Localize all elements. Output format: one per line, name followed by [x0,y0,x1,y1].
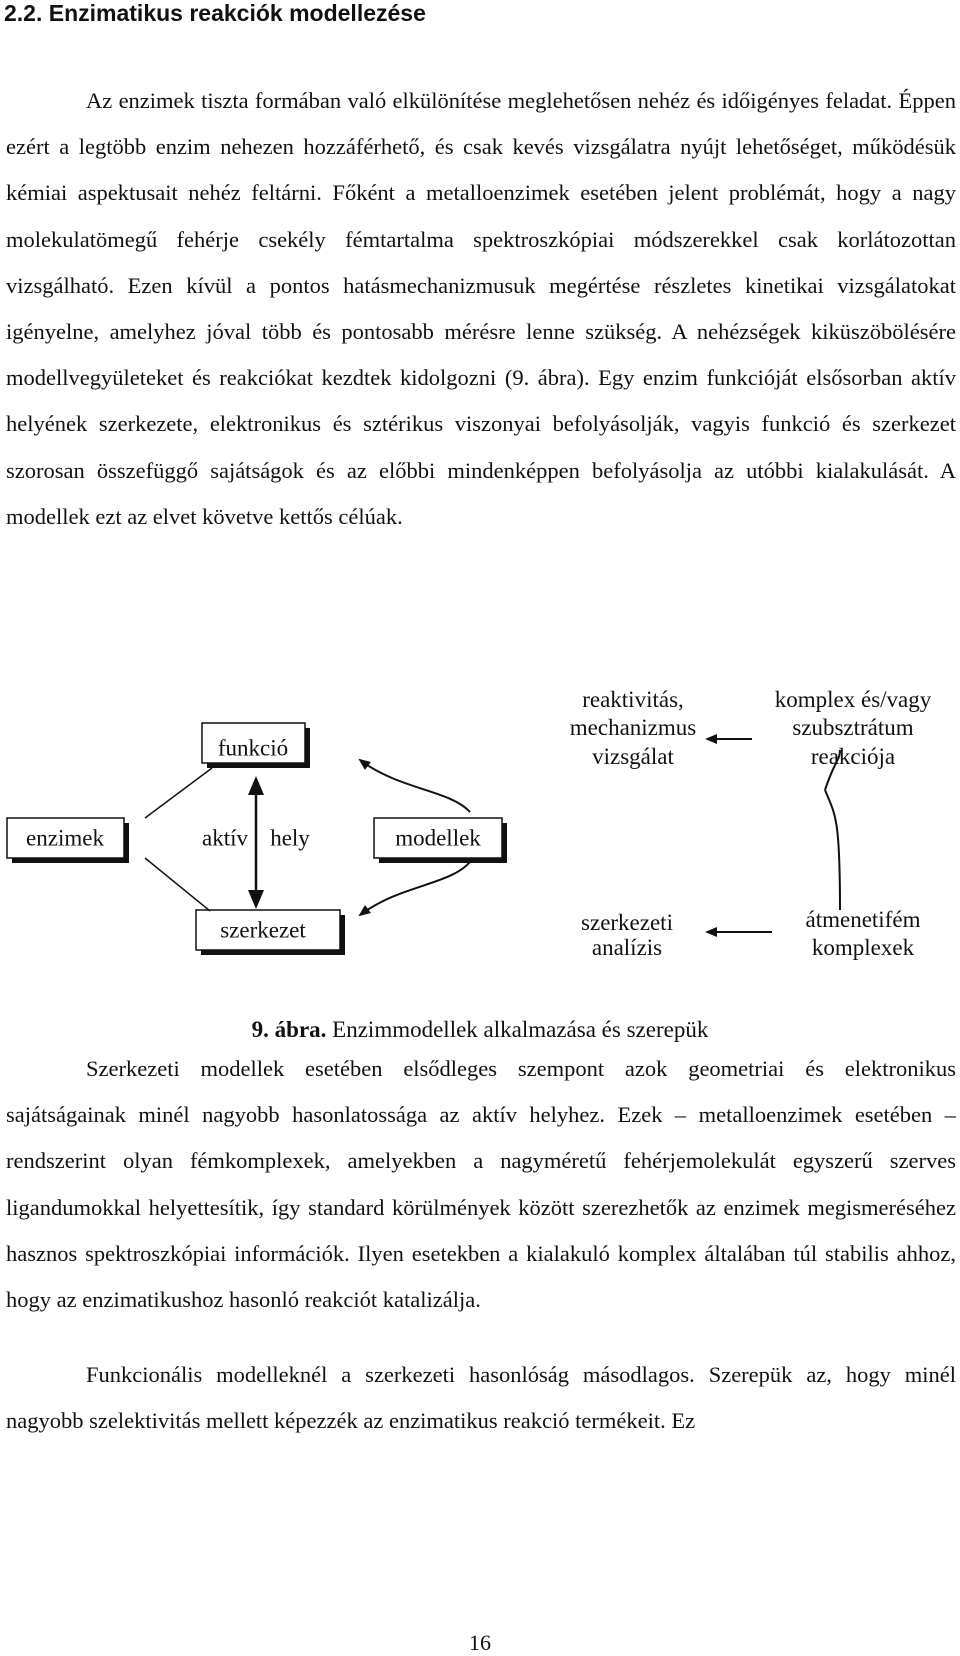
reaktivitas-line-1: reaktivitás, [582,687,684,712]
komplex-line-1: komplex és/vagy [774,687,932,712]
atmenetifem-line-2: komplexek [811,935,915,960]
szerkezeti-line-2: analízis [591,935,663,960]
box-funkcio-label: funkció [217,735,289,761]
reaktivitas-line-2: mechanizmus [569,715,697,740]
figure-enzyme-models [0,680,960,1000]
text-komplex [775,687,932,769]
connector-enzimek-szerkezet [145,858,210,911]
komplex-line-3: reakciója [810,744,896,769]
komplex-line-2: szubsztrátum [792,715,914,740]
label-hely: hely [270,825,310,851]
section-heading: 2.2. Enzimatikus reakciók modellezése [4,0,426,26]
page-number: 16 [469,1630,491,1655]
box-enzimek-label: enzimek [26,825,104,851]
box-modellek-label: modellek [395,825,481,851]
box-enzimek [7,818,129,863]
curve-arrow-up [360,760,470,812]
box-funkcio [202,723,310,768]
figure-caption-label: 9. ábra. [251,1017,327,1042]
box-szerkezet [196,910,345,955]
box-szerkezet-label: szerkezet [220,917,306,943]
paragraph-structural-models: Szerkezeti modellek esetében elsődleges szempont azok geometriai és elektronikus sajátságainak minél nagyobb hasonlatossága az aktív helyhez. Ezek – metalloenzimek esetében – rendszerint olyan fémkomplexek, amelyekben a nagyméretű fehérjemolekulát egyszerű szerves ligandumokkal helyettesítik, így standard körülmények között szerezhetők az enzimek megismeréséhez hasznos spektroszkópiai információk. Ilyen esetekben a kialakuló komplex általában túl stabilis ahhoz, hogy az enzimatikushoz hasonló reakciót katalizálja. [6,1056,956,1313]
text-szerkezeti [581,910,673,960]
text-atmenetifem [806,907,921,960]
paragraph-intro: Az enzimek tiszta formában való elkülönítése meglehetősen nehéz és időigényes feladat. Éppen ezért a legtöbb enzim nehezen hozzáférhető, és csak kevés vizsgálatra nyújt lehetőséget, működésük kémiai aspektusait nehéz feltárni. Főként a metalloenzimek esetében jelent problémát, hogy a nagy molekulatömegű fehérje csekély fémtartalma spektroszkópiai módszerekkel csak korlátozottan vizsgálható. Ezen kívül a pontos hatásmechanizmusuk megértése részletes kinetikai vizsgálatokat igényelne, amelyhez jóval több és pontosabb mérésre lenne szükség. A nehézségek kiküszöbölésére modellvegyületeket és reakciókat kezdtek kidolgozni (9. ábra). Egy enzim funkcióját elsősorban aktív helyének szerkezete, elektronikus és sztérikus viszonyai befolyásolják, vagyis funkció és szerkezet szorosan összefüggő sajátságok és az előbbi mindenképpen befolyásolja az utóbbi kialakulását. A modellek ezt az elvet követve kettős célúak. [6,88,956,529]
paragraph-functional-models: Funkcionális modelleknél a szerkezeti hasonlóság másodlagos. Szerepük az, hogy minél nagyobb szelektivitás mellett képezzék az enzimatikus reakció termékeit. Ez [6,1362,956,1434]
reaktivitas-line-3: vizsgálat [592,744,674,769]
szerkezeti-line-1: szerkezeti [581,910,673,935]
box-modellek [374,818,507,863]
text-reaktivitas [570,687,697,769]
figure-caption [0,1017,960,1043]
connector-enzimek-funkcio [145,768,212,818]
label-aktiv: aktív [202,825,248,851]
figure-caption-text: Enzimmodellek alkalmazása és szerepük [332,1017,709,1042]
curve-arrow-down [360,862,470,915]
double-arrow-vertical [248,776,264,909]
fork-lower [825,790,840,910]
atmenetifem-line-1: átmenetifém [805,907,921,932]
